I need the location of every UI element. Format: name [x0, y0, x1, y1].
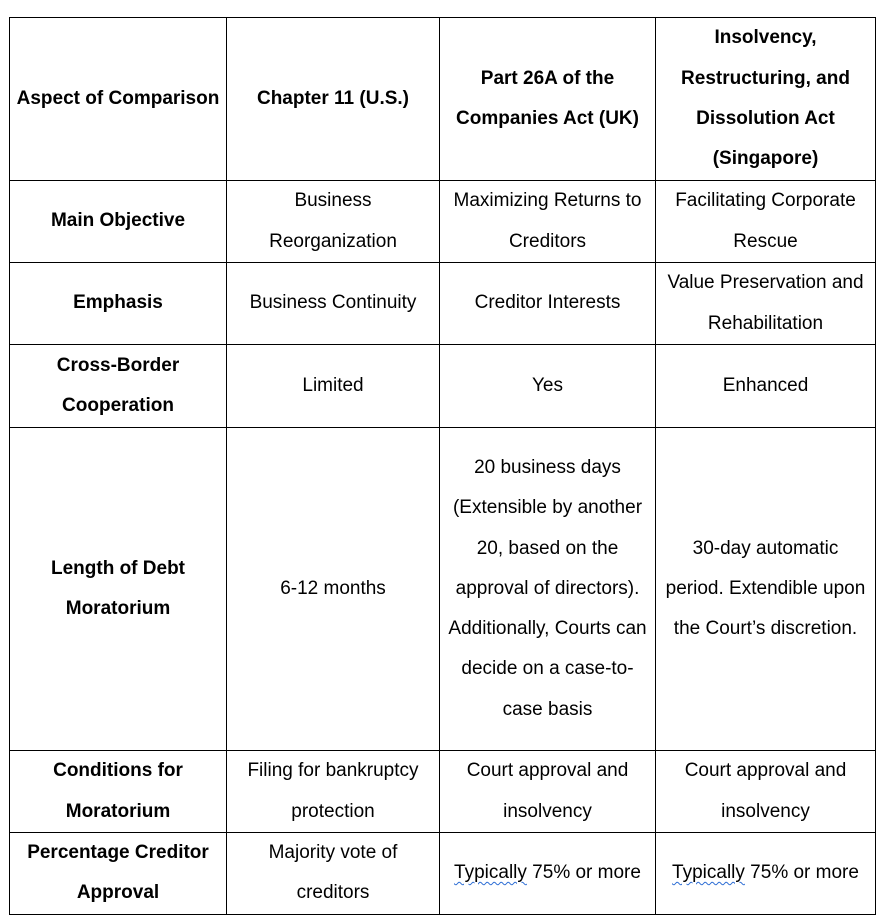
row-label-moratorium-length: Length of Debt Moratorium [10, 428, 227, 751]
cell-uk: Creditor Interests [440, 263, 656, 345]
comparison-table [9, 17, 876, 915]
table-row [10, 833, 876, 915]
cell-sg: Value Preservation and Rehabilitation [656, 263, 876, 345]
cell-sg: Court approval and insolvency [656, 751, 876, 833]
cell-text: 75% or more [526, 862, 641, 884]
header-part26a-uk: Part 26A of the Companies Act (UK) [440, 18, 656, 181]
spellcheck-word[interactable]: Typically [672, 862, 745, 884]
cell-sg: Enhanced [656, 345, 876, 428]
cell-us: Business Reorganization [227, 181, 440, 263]
table-row [10, 345, 876, 428]
header-irda-singapore: Insolvency, Restructuring, and Dissolution Act (Singapore) [656, 18, 876, 181]
cell-sg [656, 833, 876, 915]
cell-us: Limited [227, 345, 440, 428]
spellcheck-word[interactable]: Typically [454, 862, 527, 884]
row-label-cross-border: Cross-Border Cooperation [10, 345, 227, 428]
cell-uk: Yes [440, 345, 656, 428]
table-row [10, 428, 876, 751]
row-label-moratorium-conditions: Conditions for Moratorium [10, 751, 227, 833]
row-label-emphasis: Emphasis [10, 263, 227, 345]
table-header-row [10, 18, 876, 181]
cell-uk: 20 business days (Extensible by another 20, based on the approval of directors). Additionally, Courts can decide on a case-to-case basis [440, 428, 656, 751]
row-label-main-objective: Main Objective [10, 181, 227, 263]
cell-uk: Court approval and insolvency [440, 751, 656, 833]
cell-us: Filing for bankruptcy protection [227, 751, 440, 833]
cell-sg: Facilitating Corporate Rescue [656, 181, 876, 263]
table-row [10, 263, 876, 345]
cell-sg: 30-day automatic period. Extendible upon the Court’s discretion. [656, 428, 876, 751]
cell-uk [440, 833, 656, 915]
cell-uk: Maximizing Returns to Creditors [440, 181, 656, 263]
cell-us: Business Continuity [227, 263, 440, 345]
row-label-creditor-approval: Percentage Creditor Approval [10, 833, 227, 915]
header-aspect: Aspect of Comparison [10, 18, 227, 181]
table-row [10, 181, 876, 263]
cell-text: 75% or more [744, 862, 859, 884]
cell-us: Majority vote of creditors [227, 833, 440, 915]
header-chapter11-us: Chapter 11 (U.S.) [227, 18, 440, 181]
table-row [10, 751, 876, 833]
cell-us: 6-12 months [227, 428, 440, 751]
